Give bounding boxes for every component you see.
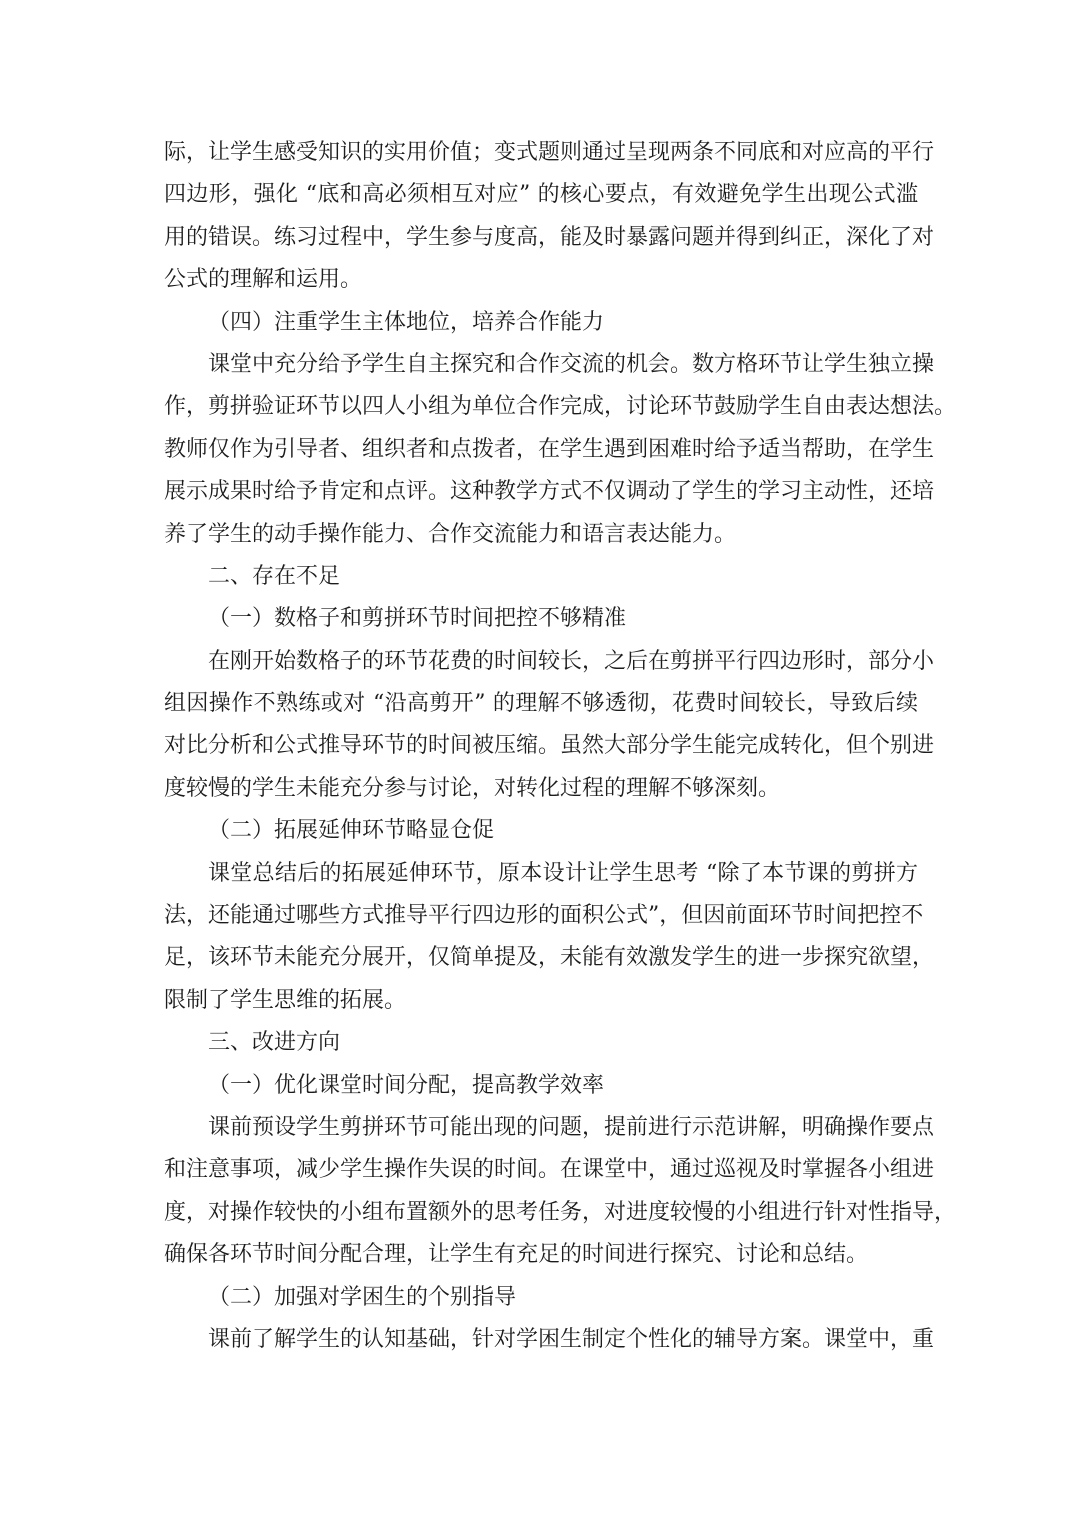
- text-line: 作，剪拼验证环节以四人小组为单位合作完成，讨论环节鼓励学生自由表达想法。: [164, 394, 957, 420]
- text-line: 课堂总结后的拓展延伸环节，原本设计让学生思考 “除了本节课的剪拼方: [208, 860, 918, 886]
- text-line: 课堂中充分给予学生自主探究和合作交流的机会。数方格环节让学生独立操: [208, 351, 935, 377]
- paragraph: [164, 641, 935, 811]
- text-line: （一）数格子和剪拼环节时间把控不够精准: [208, 606, 627, 632]
- subsection-heading: [164, 598, 918, 640]
- text-line: （二）加强对学困生的个别指导: [208, 1284, 517, 1310]
- paragraph: [164, 853, 935, 1023]
- text-line: 三、改进方向: [208, 1030, 341, 1056]
- text-line: （二）拓展延伸环节略显仓促: [208, 818, 495, 844]
- text-line: （一）优化课堂时间分配，提高教学效率: [208, 1072, 605, 1098]
- text-line: 对比分析和公式推导环节的时间被压缩。虽然大部分学生能完成转化，但个别进: [164, 733, 935, 759]
- text-line: 教师仅作为引导者、组织者和点拨者，在学生遇到困难时给予适当帮助，在学生: [164, 436, 935, 462]
- text-line: 确保各环节时间分配合理，让学生有充足的时间进行探究、讨论和总结。: [164, 1242, 869, 1268]
- text-line: 课前预设学生剪拼环节可能出现的问题，提前进行示范讲解，明确操作要点: [208, 1114, 935, 1140]
- text-line: 和注意事项，减少学生操作失误的时间。在课堂中，通过巡视及时掌握各小组进: [164, 1157, 935, 1183]
- text-line: 四边形，强化 “底和高必须相互对应” 的核心要点，有效避免学生出现公式滥: [164, 182, 918, 208]
- paragraph: [164, 344, 957, 556]
- text-line: 展示成果时给予肯定和点评。这种教学方式不仅调动了学生的学习主动性，还培: [164, 479, 935, 505]
- subsection-heading: [164, 1277, 918, 1319]
- text-line: 二、存在不足: [208, 563, 341, 589]
- text-line: 足，该环节未能充分展开，仅简单提及，未能有效激发学生的进一步探究欲望，: [164, 945, 935, 971]
- text-line: 公式的理解和运用。: [164, 267, 363, 293]
- paragraph: [164, 132, 935, 302]
- subsection-heading: [164, 302, 918, 344]
- document-body: [164, 132, 957, 1361]
- section-heading: [164, 556, 918, 598]
- subsection-heading: [164, 1065, 918, 1107]
- paragraph: [164, 1319, 935, 1361]
- section-heading: [164, 1022, 918, 1064]
- text-line: 用的错误。练习过程中，学生参与度高，能及时暴露问题并得到纠正，深化了对: [164, 224, 935, 250]
- text-line: 法，还能通过哪些方式推导平行四边形的面积公式”，但因前面环节时间把控不: [164, 903, 924, 929]
- text-line: 度，对操作较快的小组布置额外的思考任务，对进度较慢的小组进行针对性指导，: [164, 1199, 957, 1225]
- text-line: 度较慢的学生未能充分参与讨论，对转化过程的理解不够深刻。: [164, 775, 781, 801]
- subsection-heading: [164, 810, 918, 852]
- text-line: 际，让学生感受知识的实用价值；变式题则通过呈现两条不同底和对应高的平行: [164, 140, 935, 165]
- text-line: 组因操作不熟练或对 “沿高剪开” 的理解不够透彻，花费时间较长，导致后续: [164, 691, 918, 717]
- paragraph: [164, 1107, 957, 1277]
- text-line: 养了学生的动手操作能力、合作交流能力和语言表达能力。: [164, 521, 737, 547]
- text-line: 限制了学生思维的拓展。: [164, 987, 407, 1013]
- text-line: 在刚开始数格子的环节花费的时间较长，之后在剪拼平行四边形时，部分小: [208, 648, 935, 674]
- text-line: （四）注重学生主体地位，培养合作能力: [208, 309, 605, 335]
- text-line: 课前了解学生的认知基础，针对学困生制定个性化的辅导方案。课堂中，重: [208, 1326, 935, 1352]
